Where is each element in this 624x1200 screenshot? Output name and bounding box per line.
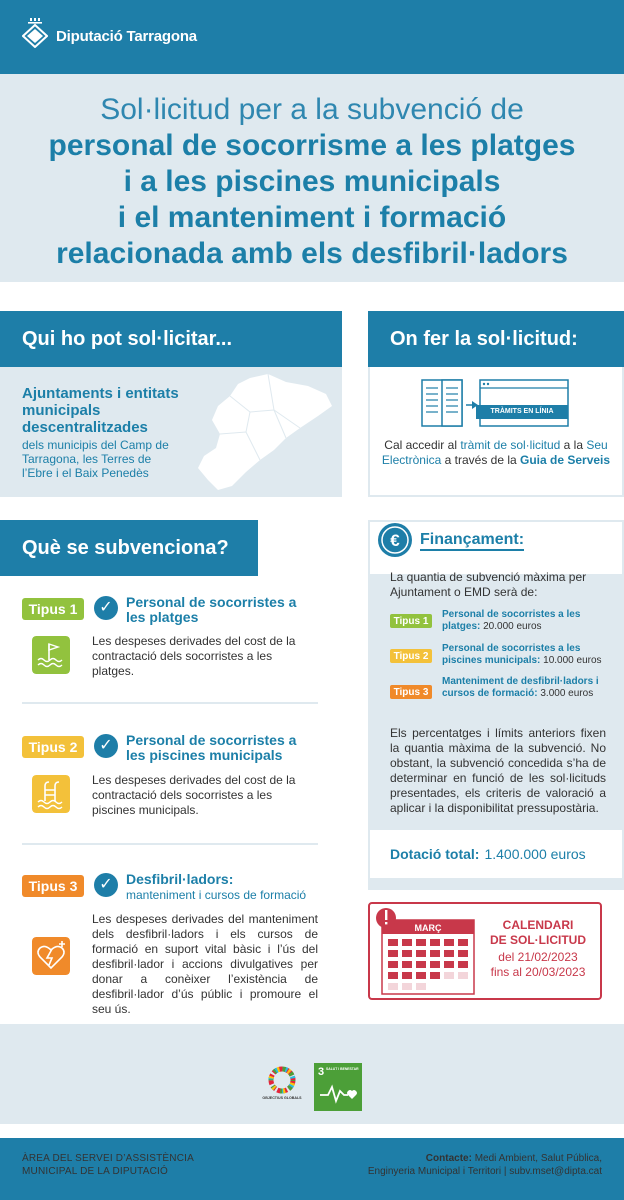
check-icon: ✓: [94, 734, 118, 758]
seu-link[interactable]: Seu Electrònica: [381, 438, 608, 467]
footer-contact-line: Medi Ambient, Salut Pública,: [471, 1153, 602, 1164]
fin-row-label: Manteniment de desfibril·ladors i cursos de formació:: [442, 676, 599, 699]
fin-row-label: Personal de socorristes a les platges:: [442, 609, 581, 632]
tipus-2-badge: Tipus 2: [22, 736, 84, 758]
fin-row: [442, 676, 612, 700]
item-description: Les despeses derivades del manteniment dels desfibril·ladors i els cursos de formació en suport vital bàsic i l’ús del desfibril·lador i accions divulgatives per donar a conèixer l’existència de desfibril·lador d’ús públic i promoure el seu ús.: [92, 912, 318, 1016]
divider: [22, 702, 318, 704]
que-heading: Què se subvenciona?: [0, 520, 258, 576]
item-title: Personal de socorristes a les platges: [126, 594, 297, 625]
fin-row: [442, 643, 612, 667]
item-subtitle: manteniment i cursos de formació: [126, 888, 307, 902]
footer-contact-email[interactable]: Enginyeria Municipal i Territori | subv.mset@dipta.cat: [367, 1166, 602, 1177]
footer-contact-label: Contacte:: [425, 1153, 472, 1164]
divider: [22, 843, 318, 845]
qui-heading: Qui ho pot sol·licitar...: [0, 311, 342, 367]
financament-heading: Finançament:: [420, 531, 524, 551]
fin-row-amount: 3.000 euros: [537, 688, 594, 699]
pool-ladder-icon: [32, 775, 70, 813]
calendar-month: MARÇ: [414, 923, 442, 933]
item-title: Personal de socorristes a les piscines municipals: [126, 732, 297, 763]
fin-row-label: Personal de socorristes a les piscines municipals:: [442, 643, 581, 666]
tipus-1-badge: Tipus 1: [22, 598, 84, 620]
on-heading: On fer la sol·licitud:: [368, 311, 624, 367]
on-text-c: a través de la: [441, 453, 521, 467]
sdg-goal-3-icon: [314, 1063, 362, 1111]
guia-link[interactable]: Guia de Serveis: [520, 453, 611, 467]
calendar-to: fins al 20/03/2023: [490, 965, 586, 979]
tramits-button[interactable]: TRÀMITS EN LÍNIA: [476, 405, 568, 419]
title-line: i el manteniment i formació: [117, 201, 507, 234]
fin-row-amount: 20.000 euros: [480, 621, 542, 632]
footer-contact: [300, 1152, 602, 1178]
calendar-icon: [376, 906, 480, 998]
item-title: Desfibril·ladors:: [126, 871, 234, 887]
footer-area: [22, 1152, 194, 1178]
document-computer-icon: [420, 378, 570, 430]
fin-tipus-3-badge: Tipus 3: [390, 685, 432, 699]
sdg-goal-label: SALUT I BENESTAR: [326, 1067, 359, 1071]
on-text-b: a la: [560, 438, 587, 452]
on-text-a: Cal accedir al: [384, 438, 461, 452]
sdg-wheel-text: OBJECTIUS GLOBALS: [262, 1096, 302, 1100]
tarragona-map-icon: [190, 372, 338, 494]
item-description: Les despeses derivades del cost de la contractació dels socorristes a les platges.: [92, 634, 296, 678]
fin-row: [442, 609, 612, 633]
qui-title: Ajuntaments i entitats municipals descentralitzades: [22, 385, 179, 436]
page-title: [20, 92, 604, 272]
check-icon: ✓: [94, 873, 118, 897]
title-line: personal de socorrisme a les platges: [48, 129, 576, 162]
fin-row-amount: 10.000 euros: [540, 655, 602, 666]
on-description: [380, 438, 612, 468]
brand-name[interactable]: Diputació Tarragona: [56, 28, 197, 45]
calendar-title: CALENDARI: [502, 918, 574, 932]
euro-icon: [378, 523, 412, 557]
defibrillator-heart-icon: [32, 937, 70, 975]
calendar-title: DE SOL·LICITUD: [490, 933, 586, 947]
financament-paragraph: Els percentatges i límits anteriors fixen la quantia màxima de la subvenció. No obstant, la subvenció concedida s’ha de determinar en funció de les sol·licituds presentades, els criteris de valoració a aplicar i la disponibilitat pressupostària.: [390, 726, 606, 815]
title-line: i a les piscines municipals: [123, 165, 501, 198]
check-icon: ✓: [94, 596, 118, 620]
beach-flag-icon: [32, 636, 70, 674]
sdg-goal-number: 3: [318, 1066, 325, 1078]
financament-intro: La quantia de subvenció màxima per Ajuntament o EMD serà de:: [390, 570, 587, 599]
footer-area-line: ÀREA DEL SERVEI D’ASSISTÈNCIA: [22, 1153, 194, 1164]
footer-area-line: MUNICIPAL DE LA DIPUTACIÓ: [22, 1166, 168, 1177]
dotacio-total: [368, 828, 624, 880]
tramit-link[interactable]: tràmit de sol·licitud: [460, 438, 561, 452]
tipus-3-badge: Tipus 3: [22, 875, 84, 897]
dotacio-value: 1.400.000 euros: [484, 846, 586, 862]
sdg-wheel-icon: [260, 1064, 304, 1108]
fin-tipus-1-badge: Tipus 1: [390, 614, 432, 628]
diputacio-logo-icon: [22, 18, 48, 48]
title-line: Sol·licitud per a la subvenció de: [100, 93, 524, 126]
dotacio-label: Dotació total:: [390, 846, 480, 862]
logos-band: [0, 1024, 624, 1124]
fin-tipus-2-badge: Tipus 2: [390, 649, 432, 663]
svg-text:€: €: [390, 531, 400, 550]
calendar-from: del 21/02/2023: [498, 950, 578, 964]
calendar-text: [478, 918, 598, 980]
item-description: Les despeses derivades del cost de la contractació dels socorristes a les piscines municipals.: [92, 773, 296, 817]
title-line: relacionada amb els desfibril·ladors: [56, 237, 568, 270]
qui-subtitle: dels municipis del Camp de Tarragona, les Terres de l’Ebre i el Baix Penedès: [22, 438, 169, 480]
